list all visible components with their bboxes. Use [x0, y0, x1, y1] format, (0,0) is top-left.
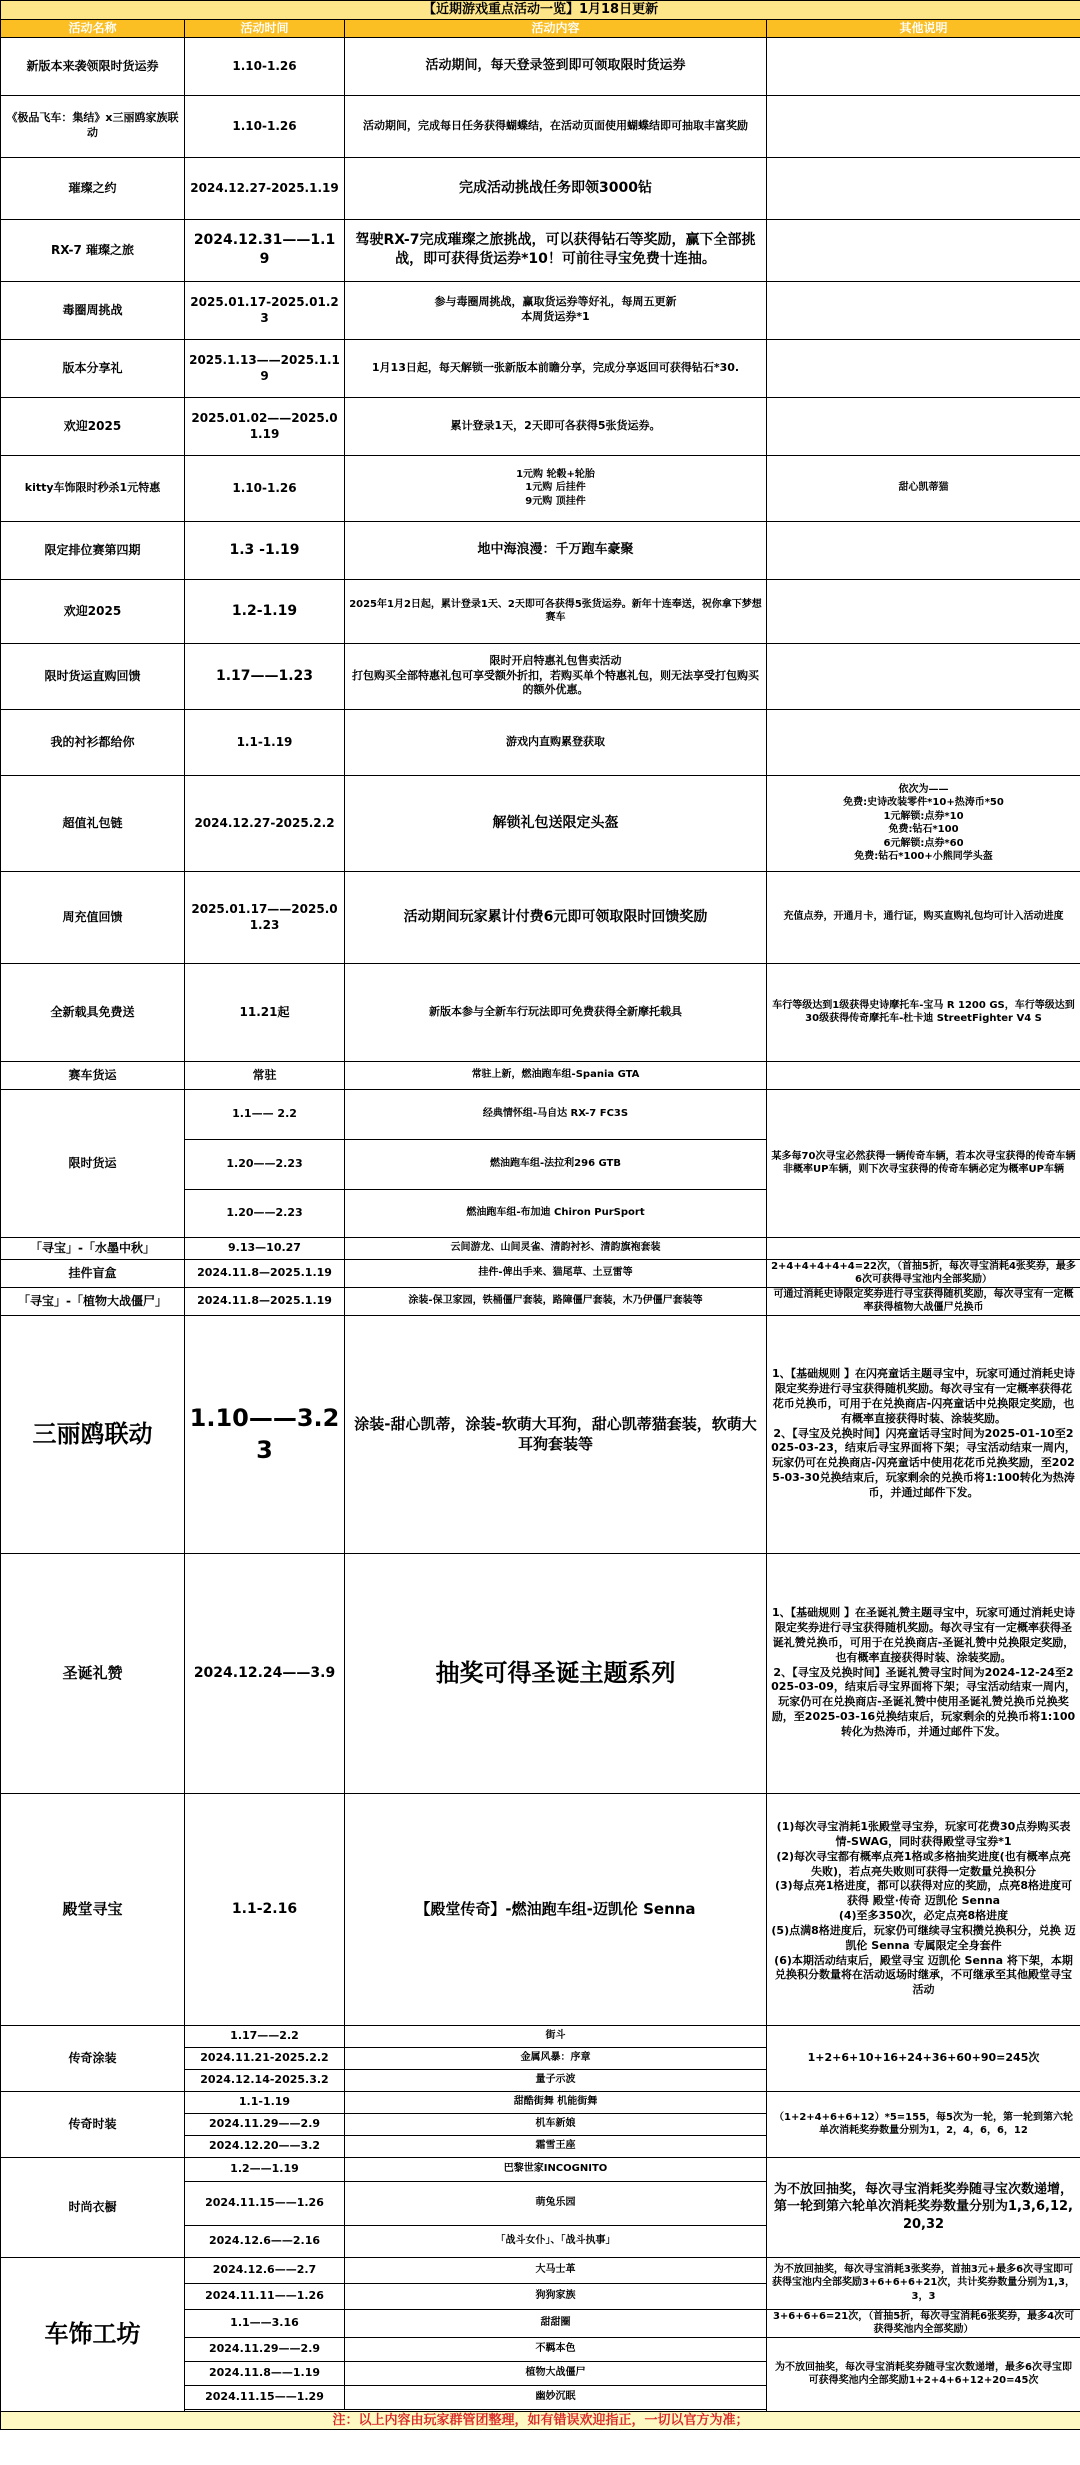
table-cell: 「寻宝」-「水墨中秋」: [1, 1237, 185, 1259]
table-cell: 2024.12.6——2.16: [185, 2225, 345, 2257]
title-row: [1, 1, 1080, 20]
table-cell: 1.1——3.16: [185, 2309, 345, 2337]
table-cell: 累计登录1天，2天即可各获得5张货运券。: [345, 397, 767, 455]
table-cell: [767, 709, 1080, 775]
table-cell: 1、【基础规则 】在闪亮童话主题寻宝中，玩家可通过消耗史诗限定奖券进行寻宝获得随机奖励。每次寻宝有一定概率获得花花币兑换币，可用于在兑换商店-闪亮童话中兑换限定奖励，也有概率直接获得时装、涂装奖励。 2、【寻宝及兑换时间】闪亮童话寻宝时间为2025-01-10至2025-03-23，结束后寻宝界面将下架；寻宝活动结束一周内，玩家仍可在兑换商店-闪亮童话中使用花花币兑换奖励，至2025-03-30兑换结束后，玩家剩余的兑换币将1:100转化为热涛币，并通过邮件下发。: [767, 1315, 1080, 1553]
table-cell: 霜雪王座: [345, 2135, 767, 2157]
table-row: [1, 1315, 1080, 1553]
table-row: [1, 157, 1080, 219]
header-row: [1, 19, 1080, 37]
table-cell: 2025.01.17——2025.01.23: [185, 871, 345, 963]
table-cell: [767, 579, 1080, 643]
table-cell: 金属风暴：序章: [345, 2047, 767, 2069]
table-cell: [767, 281, 1080, 339]
table-cell: 1.1-1.19: [185, 709, 345, 775]
table-cell: 2025.1.13——2025.1.19: [185, 339, 345, 397]
table-cell: 11.21起: [185, 963, 345, 1061]
table-cell: 9.13—10.27: [185, 1237, 345, 1259]
table-cell: 1月13日起，每天解锁一张新版本前瞻分享，完成分享返回可获得钻石*30.: [345, 339, 767, 397]
table-cell: 参与毒圈周挑战，赢取货运券等好礼，每周五更新 本周货运券*1: [345, 281, 767, 339]
table-cell: 燃油跑车组-法拉利296 GTB: [345, 1139, 767, 1189]
table-cell: [767, 1237, 1080, 1259]
table-cell: 经典情怀组-马自达 RX-7 FC3S: [345, 1089, 767, 1139]
table-cell: 2025.01.17-2025.01.23: [185, 281, 345, 339]
table-cell: 2024.12.20——3.2: [185, 2135, 345, 2157]
table-cell: 常驻上新，燃油跑车组-Spania GTA: [345, 1061, 767, 1089]
table-cell: 2025.01.02——2025.01.19: [185, 397, 345, 455]
table-cell: 2024.12.24——3.9: [185, 1553, 345, 1793]
table-cell: 限时开启特惠礼包售卖活动 打包购买全部特惠礼包可享受额外折扣，若购买单个特惠礼包，则无法享受打包购买的额外优惠。: [345, 643, 767, 709]
table-cell: [767, 521, 1080, 579]
table-row: [1, 1553, 1080, 1793]
table-cell: 机车新娘: [345, 2113, 767, 2135]
table-cell: 3+6+6+6=21次，（首抽5折，每次寻宝消耗6张奖券，最多4次可获得奖池内全部奖励）: [767, 2309, 1080, 2337]
table-cell: 充值点券，开通月卡，通行证，购买直购礼包均可计入活动进度: [767, 871, 1080, 963]
table-row: [1, 95, 1080, 157]
table-cell: 「寻宝」-「植物大战僵尸」: [1, 1287, 185, 1315]
table-cell: 游戏内直购累登获取: [345, 709, 767, 775]
table-cell: 1+2+6+10+16+24+36+60+90=245次: [767, 2025, 1080, 2091]
table-cell: 量子示波: [345, 2069, 767, 2091]
table-cell: 2024.11.8——1.19: [185, 2361, 345, 2385]
table-cell: （1+2+4+6+6+12）*5=155，每5次为一轮，第一轮到第六轮单次消耗奖券数量分别为1，2，4，6，6，12: [767, 2091, 1080, 2157]
table-cell: 2024.12.31——1.19: [185, 219, 345, 281]
table-row: [1, 579, 1080, 643]
table-cell: 涂装-保卫家园，铁桶僵尸套装，路障僵尸套装，木乃伊僵尸套装等: [345, 1287, 767, 1315]
table-row: [1, 397, 1080, 455]
table-row: [1, 871, 1080, 963]
table-cell: 「战斗女仆」、「战斗执事」: [345, 2225, 767, 2257]
table-cell: 解锁礼包送限定头盔: [345, 775, 767, 871]
table-cell: 1.1-2.16: [185, 1793, 345, 2025]
table-cell: 全新载具免费送: [1, 963, 185, 1061]
table-cell: 1、【基础规则 】在圣诞礼赞主题寻宝中，玩家可通过消耗史诗限定奖券进行寻宝获得随机奖励。每次寻宝有一定概率获得圣诞礼赞兑换币，可用于在兑换商店-圣诞礼赞中兑换限定奖励，也有概率直接获得时装、涂装奖励。 2、【寻宝及兑换时间】圣诞礼赞寻宝时间为2024-12-24至2025-03-09，结束后寻宝界面将下架；寻宝活动结束一周内，玩家仍可在兑换商店-圣诞礼赞中使用圣诞礼赞兑换币兑换奖励，至2025-03-16兑换结束后，玩家剩余的兑换币将1:100转化为热涛币，并通过邮件下发。: [767, 1553, 1080, 1793]
table-cell: 2024.12.14-2025.3.2: [185, 2069, 345, 2091]
table-cell: 赛车货运: [1, 1061, 185, 1089]
table-cell: 2024.12.27-2025.1.19: [185, 157, 345, 219]
table-cell: 欢迎2025: [1, 579, 185, 643]
table-cell: 2024.12.27-2025.2.2: [185, 775, 345, 871]
table-cell: 为不放回抽奖，每次寻宝消耗奖券随寻宝次数递增，最多6次寻宝即可获得奖池内全部奖励1+2+4+6+12+20=45次: [767, 2337, 1080, 2411]
footer-row: [1, 2411, 1080, 2430]
table-cell: 超值礼包链: [1, 775, 185, 871]
table-cell: 【殿堂传奇】-燃油跑车组-迈凯伦 Senna: [345, 1793, 767, 2025]
table-row: [1, 1061, 1080, 1089]
table-row: [1, 339, 1080, 397]
table-row: [1, 281, 1080, 339]
table-cell: 1.1—— 2.2: [185, 1089, 345, 1139]
table-cell: 圣诞礼赞: [1, 1553, 185, 1793]
table-cell: 《极品飞车：集结》x三丽鸥家族联动: [1, 95, 185, 157]
table-cell: 毒圈周挑战: [1, 281, 185, 339]
table-cell: 1.10-1.26: [185, 95, 345, 157]
table-cell: 2024.11.29——2.9: [185, 2113, 345, 2135]
table-cell: 不羁本色: [345, 2337, 767, 2361]
table-cell: [767, 339, 1080, 397]
table-cell: 1.20——2.23: [185, 1139, 345, 1189]
table-cell: 1元购 轮毂+轮胎 1元购 后挂件 9元购 顶挂件: [345, 455, 767, 521]
table-cell: 为不放回抽奖，每次寻宝消耗奖券随寻宝次数递增，第一轮到第六轮单次消耗奖券数量分别为1,3,6,12,20,32: [767, 2157, 1080, 2257]
table-cell: 2025年1月2日起，累计登录1天、2天即可各获得5张货运券。新年十连奉送，祝你拿下梦想赛车: [345, 579, 767, 643]
table-row: [1, 709, 1080, 775]
table-cell: 我的衬衫都给你: [1, 709, 185, 775]
table-cell: 2024.11.8—2025.1.19: [185, 1287, 345, 1315]
table-cell: [767, 219, 1080, 281]
table-cell: 2024.11.8—2025.1.19: [185, 1259, 345, 1287]
table-cell: RX-7 璀璨之旅: [1, 219, 185, 281]
table-cell: 挂件-俾出手来、猫尾草、土豆雷等: [345, 1259, 767, 1287]
table-cell: 1.10——3.23: [185, 1315, 345, 1553]
table-row: [1, 1237, 1080, 1259]
table-cell: 2024.11.29——2.9: [185, 2337, 345, 2361]
table-cell: 2024.11.11——1.26: [185, 2283, 345, 2309]
footer-note: 注：以上内容由玩家群管团整理，如有错误欢迎指正，一切以官方为准；: [1, 2411, 1080, 2430]
table-row: [1, 775, 1080, 871]
table-cell: 欢迎2025: [1, 397, 185, 455]
table-cell: [767, 397, 1080, 455]
table-cell: 挂件盲盒: [1, 1259, 185, 1287]
table-cell: 活动期间玩家累计付费6元即可领取限时回馈奖励: [345, 871, 767, 963]
table-cell: 1.20——2.23: [185, 1189, 345, 1237]
table-cell: 1.17——2.2: [185, 2025, 345, 2047]
table-cell: 甜酷街舞 机能街舞: [345, 2091, 767, 2113]
table-cell: [767, 37, 1080, 95]
table-cell: 幽妙沉眠: [345, 2385, 767, 2409]
table-cell: 地中海浪漫：千万跑车豪聚: [345, 521, 767, 579]
table-row: [1, 521, 1080, 579]
table-cell: (1)每次寻宝消耗1张殿堂寻宝券，玩家可花费30点券购买表情-SWAG，同时获得殿堂寻宝券*1 (2)每次寻宝都有概率点亮1格或多格抽奖进度(也有概率点亮失败)，若点亮失败则可获得一定数量兑换积分 (3)每点亮1格进度，都可以获得对应的奖励，点亮8格进度可获得 殿堂·传奇 迈凯伦 Senna (4)至多350次，必定点亮8格进度 (5)点满8格进度后，玩家仍可继续寻宝积攒兑换积分，兑换 迈凯伦 Senna 专属限定全身套件 (6)本期活动结束后，殿堂寻宝 迈凯伦 Senna 将下架，本期兑换积分数量将在活动返场时继承，不可继承至其他殿堂寻宝活动: [767, 1793, 1080, 2025]
table-cell: 2024.12.6——2.7: [185, 2257, 345, 2283]
table-cell: kitty车饰限时秒杀1元特惠: [1, 455, 185, 521]
table-cell: 甜心凯蒂猫: [767, 455, 1080, 521]
table-cell: 1.10-1.26: [185, 455, 345, 521]
table-cell: [767, 643, 1080, 709]
table-row: [1, 455, 1080, 521]
table-cell: 街斗: [345, 2025, 767, 2047]
table-cell: 大马士革: [345, 2257, 767, 2283]
table-row: [1, 1259, 1080, 1287]
table-cell: 为不放回抽奖，每次寻宝消耗3张奖券，首抽3元+最多6次寻宝即可获得宝池内全部奖励3+6+6+6+21次，共计奖券数量分别为1,3，3，3: [767, 2257, 1080, 2309]
table-cell: 抽奖可得圣诞主题系列: [345, 1553, 767, 1793]
table-cell: 植物大战僵尸: [345, 2361, 767, 2385]
table-cell: 新版本来袭领限时货运券: [1, 37, 185, 95]
table-cell: 1.2-1.19: [185, 579, 345, 643]
table-cell: 完成活动挑战任务即领3000钻: [345, 157, 767, 219]
table-cell: 车行等级达到1级获得史诗摩托车-宝马 R 1200 GS，车行等级达到30级获得传奇摩托车-杜卡迪 StreetFighter V4 S: [767, 963, 1080, 1061]
table-cell: 常驻: [185, 1061, 345, 1089]
table-cell: 2024.11.15——1.26: [185, 2181, 345, 2225]
table-cell: 活动期间，每天登录签到即可领取限时货运券: [345, 37, 767, 95]
table-cell: 1.10-1.26: [185, 37, 345, 95]
table-cell: 巴黎世家INCOGNITO: [345, 2157, 767, 2181]
table-cell: 时尚衣橱: [1, 2157, 185, 2257]
table-cell: [767, 1061, 1080, 1089]
table-row: [1, 2157, 1080, 2181]
table-row: [1, 2091, 1080, 2113]
table-row: [1, 2025, 1080, 2047]
table-cell: [767, 95, 1080, 157]
table-cell: 车饰工坊: [1, 2257, 185, 2411]
table-row: [1, 1287, 1080, 1315]
table-cell: 2024.11.21-2025.2.2: [185, 2047, 345, 2069]
column-header: 其他说明: [767, 19, 1080, 37]
table-cell: 活动期间，完成每日任务获得蝴蝶结，在活动页面使用蝴蝶结即可抽取丰富奖励: [345, 95, 767, 157]
table-cell: 1.2——1.19: [185, 2157, 345, 2181]
table-cell: 璀璨之约: [1, 157, 185, 219]
table-row: [1, 2257, 1080, 2283]
table-cell: 涂装-甜心凯蒂，涂装-软萌大耳狗，甜心凯蒂猫套装，软萌大耳狗套装等: [345, 1315, 767, 1553]
column-header: 活动名称: [1, 19, 185, 37]
table-row: [1, 37, 1080, 95]
table-cell: 限时货运: [1, 1089, 185, 1237]
column-header: 活动内容: [345, 19, 767, 37]
table-cell: 三丽鸥联动: [1, 1315, 185, 1553]
table-cell: 2024.11.15——1.29: [185, 2385, 345, 2409]
table-cell: 萌兔乐园: [345, 2181, 767, 2225]
table-row: [1, 1793, 1080, 2025]
table-cell: 新版本参与全新车行玩法即可免费获得全新摩托载具: [345, 963, 767, 1061]
table-cell: 可通过消耗史诗限定奖券进行寻宝获得随机奖励，每次寻宝有一定概率获得植物大战僵尸兑换币: [767, 1287, 1080, 1315]
column-header: 活动时间: [185, 19, 345, 37]
table-cell: 云间游龙、山间灵雀、清韵衬衫、清韵旗袍套装: [345, 1237, 767, 1259]
table-row: [1, 1089, 1080, 1139]
table-cell: 传奇时装: [1, 2091, 185, 2157]
table-cell: 某多每70次寻宝必然获得一辆传奇车辆，若本次寻宝获得的传奇车辆非概率UP车辆，则下次寻宝获得的传奇车辆必定为概率UP车辆: [767, 1089, 1080, 1237]
table-cell: 限时货运直购回馈: [1, 643, 185, 709]
table-cell: 依次为—— 免费:史诗改装零件*10+热涛币*50 1元解锁:点券*10 免费:钻石*100 6元解锁:点券*60 免费:钻石*100+小熊同学头盔: [767, 775, 1080, 871]
table-cell: 2+4+4+4+4+4=22次，（首抽5折，每次寻宝消耗4张奖券，最多6次可获得寻宝池内全部奖励）: [767, 1259, 1080, 1287]
table-cell: 周充值回馈: [1, 871, 185, 963]
table-cell: 殿堂寻宝: [1, 1793, 185, 2025]
table-cell: 1.1-1.19: [185, 2091, 345, 2113]
table-cell: 1.3 -1.19: [185, 521, 345, 579]
table-cell: 驾驶RX-7完成璀璨之旅挑战，可以获得钻石等奖励，赢下全部挑战，即可获得货运券*10！可前往寻宝免费十连抽。: [345, 219, 767, 281]
table-cell: 燃油跑车组-布加迪 Chiron PurSport: [345, 1189, 767, 1237]
table-cell: 传奇涂装: [1, 2025, 185, 2091]
table-cell: 甜甜圈: [345, 2309, 767, 2337]
table-row: [1, 643, 1080, 709]
table-cell: 限定排位赛第四期: [1, 521, 185, 579]
table-row: [1, 963, 1080, 1061]
table-cell: [767, 157, 1080, 219]
page-title: 【近期游戏重点活动一览】1月18日更新: [1, 1, 1080, 20]
table-cell: 版本分享礼: [1, 339, 185, 397]
table-cell: 1.17——1.23: [185, 643, 345, 709]
table-cell: 狗狗家族: [345, 2283, 767, 2309]
table-row: [1, 219, 1080, 281]
